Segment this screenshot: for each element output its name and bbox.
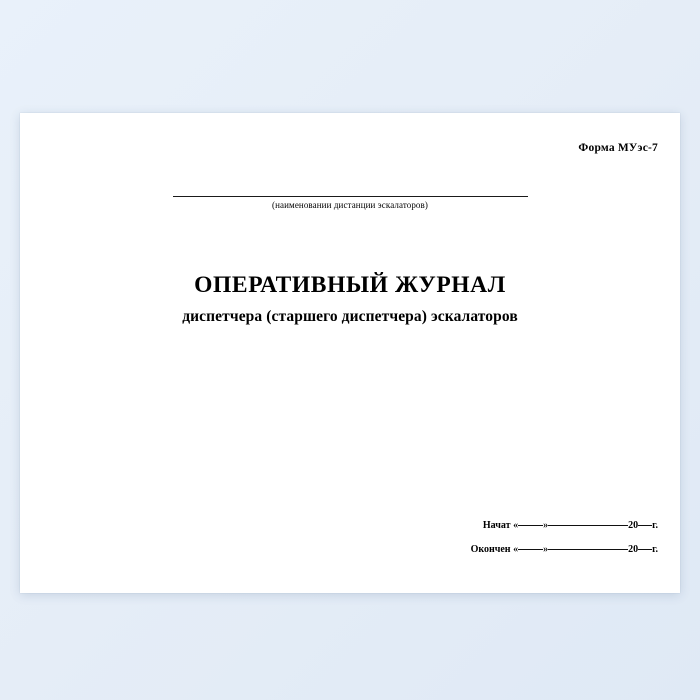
finished-label: Окончен « — [470, 544, 519, 555]
station-name-blank-line[interactable] — [173, 195, 528, 197]
finished-month-blank[interactable] — [548, 548, 628, 550]
document-page — [20, 113, 680, 593]
started-date-row — [471, 520, 658, 531]
document-title: ОПЕРАТИВНЫЙ ЖУРНАЛ — [194, 272, 506, 298]
form-code-label: Форма МУэс-7 — [578, 142, 658, 154]
started-year-suffix: г. — [652, 520, 658, 531]
finished-year-blank[interactable] — [638, 548, 652, 550]
finished-day-blank[interactable] — [518, 548, 543, 550]
started-year-prefix: 20 — [628, 520, 639, 531]
title-group — [20, 273, 680, 326]
station-name-field-group — [20, 195, 680, 210]
started-label: Начат « — [482, 520, 519, 531]
finished-year-prefix: 20 — [628, 544, 639, 555]
document-subtitle: диспетчера (старшего диспетчера) эскалаторов — [182, 307, 518, 325]
finished-date-row — [471, 544, 658, 555]
started-label-tail: » — [543, 520, 549, 531]
started-year-blank[interactable] — [638, 524, 652, 526]
document-page-shadow — [20, 113, 680, 593]
started-month-blank[interactable] — [548, 524, 628, 526]
finished-year-suffix: г. — [652, 544, 658, 555]
dates-group — [471, 520, 658, 555]
finished-label-tail: » — [543, 544, 549, 555]
station-name-caption: (наименовании дистанции эскалаторов) — [272, 200, 428, 210]
started-day-blank[interactable] — [518, 524, 543, 526]
